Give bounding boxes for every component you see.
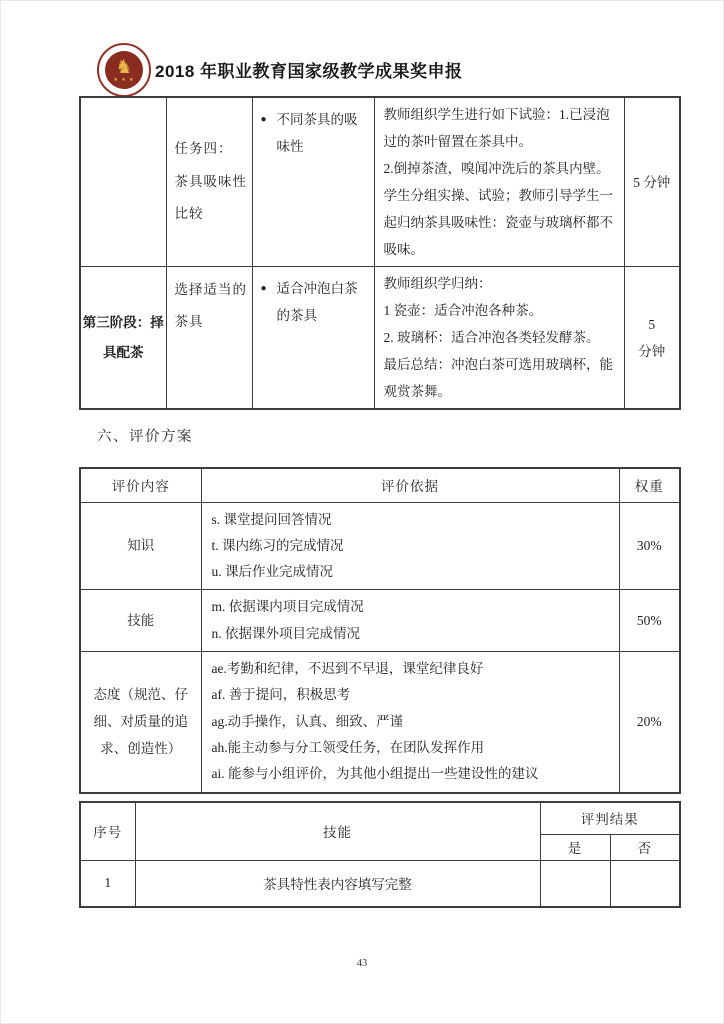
task-line: 选择适当的 [174, 282, 247, 297]
skills-header-row [80, 802, 680, 834]
header-skill: 技能 [135, 802, 540, 860]
horse-icon: ♞ [115, 55, 133, 78]
task-line: 任务四： [174, 141, 233, 157]
no-cell [610, 860, 680, 907]
activity-paragraph: 教师组织学归纳： [383, 276, 492, 291]
evaluation-row-attitude [80, 652, 680, 793]
criteria-item: ae.考勤和纪律，不迟到不早退，课堂纪律良好 [211, 661, 484, 677]
lesson-row-task4 [80, 97, 680, 267]
criteria-item: ag.动手操作，认真、细致、严谨 [211, 713, 404, 729]
points-cell [252, 97, 374, 267]
evaluation-header-row [80, 468, 680, 502]
header-index: 序号 [80, 802, 135, 860]
bullet-icon: ● [260, 114, 267, 125]
time-text: 5 分钟 [633, 174, 671, 190]
evaluation-row-knowledge [80, 502, 680, 590]
header-criteria: 评价依据 [201, 468, 619, 502]
time-cell [624, 267, 680, 410]
activities-cell [374, 267, 624, 410]
page-title: 2018 年职业教育国家级教学成果奖申报 [155, 62, 463, 81]
criteria-item: s. 课堂提问回答情况 [211, 511, 332, 527]
content-label: 知识 [127, 538, 155, 554]
task-line: 茶具吸味性 [174, 173, 247, 189]
stage-cell [80, 97, 166, 267]
evaluation-table [79, 467, 681, 794]
time-cell [624, 97, 680, 267]
teaching-point: 不同茶具的吸味性 [276, 112, 358, 154]
skills-row-1 [80, 860, 680, 907]
activity-paragraph: 2.倒掉茶渣，嗅闻冲洗后的茶具内壁。 [383, 161, 610, 176]
criteria-item: t. 课内练习的完成情况 [211, 537, 344, 553]
teaching-point: 适合冲泡白茶的茶具 [276, 281, 358, 323]
task-line: 茶具 [174, 314, 204, 330]
task-cell [166, 267, 252, 410]
weight-cell: 50% [619, 590, 680, 652]
section-heading: 六、评价方案 [97, 429, 193, 445]
content-cell [80, 590, 201, 652]
yes-cell [540, 860, 610, 907]
lesson-table [79, 96, 681, 410]
task-line: 比较 [174, 206, 204, 222]
content-label: 技能 [127, 613, 155, 629]
task-cell [166, 97, 252, 267]
criteria-item: u. 课后作业完成情况 [211, 564, 333, 580]
header-content: 评价内容 [80, 468, 201, 502]
header-weight: 权重 [619, 468, 680, 502]
criteria-cell [201, 652, 619, 793]
weight-cell: 30% [619, 502, 680, 590]
activity-paragraph: 最后总结：冲泡白茶可选用玻璃杯，能观赏茶舞。 [383, 357, 613, 399]
lesson-row-stage3 [80, 267, 680, 410]
content-label: 态度（规范、仔细、对质量的追求、创造性） [93, 687, 188, 757]
skills-table [79, 801, 681, 908]
bullet-icon: ● [260, 283, 267, 294]
header-yes: 是 [540, 834, 610, 860]
content-cell [80, 652, 201, 793]
criteria-cell [201, 502, 619, 590]
activity-paragraph: 学生分组实操、试验；教师引导学生一起归纳茶具吸味性：瓷壶与玻璃杯都不吸味。 [383, 188, 613, 257]
stage-cell [80, 267, 166, 410]
stage-line: 第三阶段：择 [82, 314, 164, 330]
skill-cell: 茶具特性表内容填写完整 [135, 860, 540, 907]
activity-paragraph: 教师组织学生进行如下试验：1.已浸泡过的茶叶留置在茶具中。 [383, 107, 610, 149]
criteria-item: ai. 能参与小组评价，为其他小组提出一些建设性的建议 [211, 766, 539, 782]
criteria-item: af. 善于提问，积极思考 [211, 687, 351, 703]
seal-inner-circle [105, 51, 143, 89]
time-text: 5 [648, 316, 656, 332]
criteria-item: n. 依据课外项目完成情况 [211, 625, 360, 641]
points-cell [252, 267, 374, 410]
index-cell: 1 [80, 860, 135, 907]
criteria-cell [201, 590, 619, 652]
weight-cell: 20% [619, 652, 680, 793]
content-cell [80, 502, 201, 590]
activities-cell [374, 97, 624, 267]
evaluation-row-skill [80, 590, 680, 652]
stars-icon: ★ ★ ★ [113, 77, 135, 83]
stage-line: 具配茶 [103, 344, 144, 360]
school-seal-logo [97, 43, 151, 97]
criteria-item: ah.能主动参与分工领受任务，在团队发挥作用 [211, 740, 485, 755]
activity-paragraph: 1 瓷壶：适合冲泡各种茶。 [383, 303, 543, 318]
time-text: 分钟 [638, 343, 666, 359]
header-no: 否 [610, 834, 680, 860]
header-result: 评判结果 [540, 802, 680, 834]
page-number: 43 [356, 958, 368, 969]
activity-paragraph: 2. 玻璃杯：适合冲泡各类轻发酵茶。 [383, 330, 600, 345]
criteria-item: m. 依据课内项目完成情况 [211, 599, 364, 615]
